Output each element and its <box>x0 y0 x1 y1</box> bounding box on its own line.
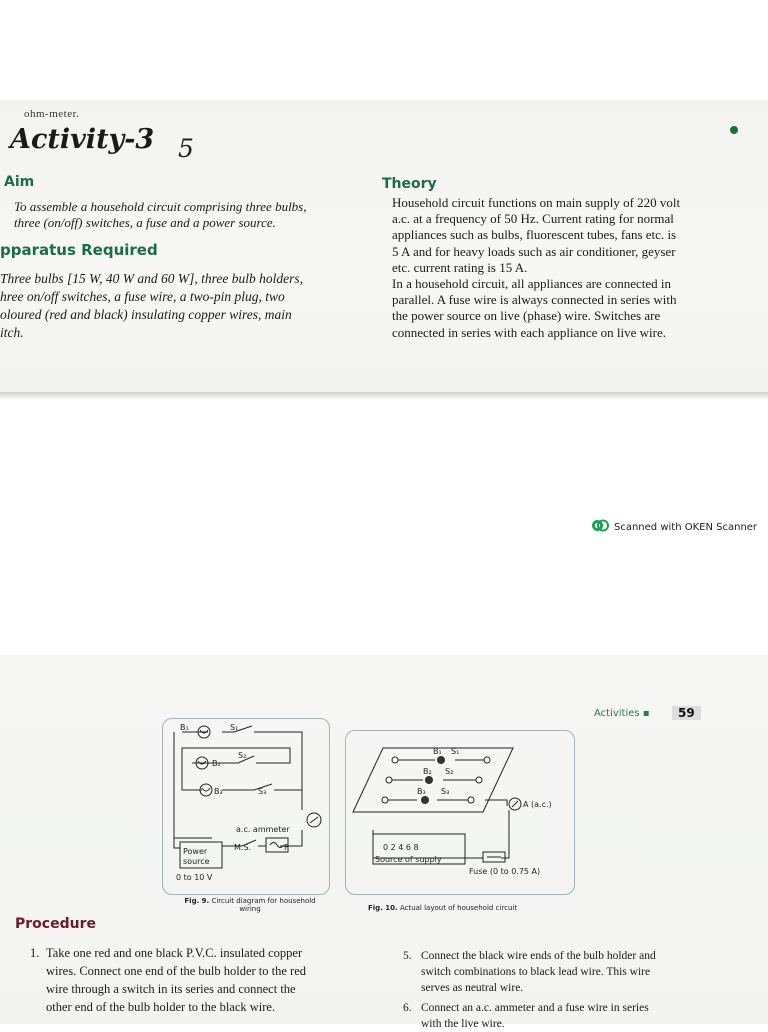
theory-line: appliances such as bulbs, fluorescent tubes, fans etc. is <box>392 227 677 243</box>
fig10-caption-text: Actual layout of household circuit <box>399 904 518 912</box>
scanner-watermark <box>591 519 757 535</box>
aim-text <box>14 199 374 231</box>
step-line: with the live wire. <box>421 1018 505 1030</box>
fig9-label-range: 0 to 10 V <box>176 873 213 882</box>
fig9-caption-text: Circuit diagram for household wiring <box>211 897 316 913</box>
step-6-text <box>421 1000 751 1032</box>
step-line: switch combinations to black lead wire. This wire <box>421 966 651 978</box>
apparatus-line: Three bulbs [15 W, 40 W and 60 W], three bulb holders, <box>0 271 303 286</box>
fig9-label-s3: S₃ <box>258 787 267 796</box>
activity-title: Activity-3 <box>10 124 155 155</box>
step-line: wires. Connect one end of the bulb holder to the red <box>46 964 306 978</box>
fig9-caption <box>175 897 325 913</box>
theory-line: parallel. A fuse wire is always connected in series with <box>392 292 677 308</box>
fig9-label-b2: B₂ <box>212 759 221 768</box>
fig10-label-source: Source of supply <box>375 855 442 864</box>
apparatus-line: hree on/off switches, a fuse wire, a two-pin plug, two <box>0 289 285 304</box>
fig9-label-s2: S₂ <box>238 751 247 760</box>
running-header-label: Activities <box>594 708 640 719</box>
aim-heading: Aim <box>4 174 35 190</box>
fig9-label-s1: S₁ <box>230 723 239 732</box>
apparatus-line: itch. <box>0 325 24 340</box>
fig9-label-power: Power <box>183 847 208 856</box>
fig9-label-b3: B₃ <box>214 787 223 796</box>
theory-line: etc. current rating is 15 A. <box>392 259 528 275</box>
fig10-label-s2: S₂ <box>445 767 454 776</box>
fig9-label-ms: M.S. <box>234 843 252 852</box>
aim-line: To assemble a household circuit comprising three bulbs, <box>14 199 307 214</box>
fig9-label-f: F <box>284 843 289 852</box>
running-header: Activities ▪ <box>594 708 650 719</box>
fig9-label-ammeter: a.c. ammeter <box>236 825 290 834</box>
theory-line: 5 A and for heavy loads such as air conditioner, geyser <box>392 243 676 259</box>
fig9-circuit-diagram <box>162 718 328 893</box>
fig10-label-s1: S₁ <box>451 747 460 756</box>
bulb-icon <box>421 756 445 804</box>
theory-line: In a household circuit, all appliances are connected in <box>392 276 672 292</box>
step-line: Take one red and one black P.V.C. insulated copper <box>46 946 303 960</box>
theory-line: connected in series with each appliance on live wire. <box>392 324 666 340</box>
theory-text <box>392 195 752 341</box>
cropped-text-line: ohm-meter. <box>24 108 80 120</box>
fig10-layout-diagram <box>345 730 573 893</box>
apparatus-heading: pparatus Required <box>0 241 158 259</box>
step-line: other end of the bulb holder to the black wire. <box>46 1000 276 1014</box>
step-1-text <box>46 944 376 1016</box>
page-number: 59 <box>672 706 701 720</box>
fig9-caption-lead: Fig. 9. <box>184 897 210 905</box>
fig10-caption-lead: Fig. 10. <box>368 904 398 912</box>
step-line: Connect an a.c. ammeter and a fuse wire in series <box>421 1002 649 1014</box>
green-dot-marker <box>730 126 738 134</box>
theory-line: a.c. at a frequency of 50 Hz. Current rating for normal <box>392 211 674 227</box>
step-line: Connect the black wire ends of the bulb holder and <box>421 950 656 962</box>
fig9-label-source: source <box>183 857 210 866</box>
fig10-label-fuse: Fuse (0 to 0.75 A) <box>469 867 541 876</box>
theory-heading: Theory <box>382 176 437 192</box>
apparatus-text <box>0 270 365 342</box>
fig10-label-b2: B₂ <box>423 767 432 776</box>
fig9-label-b1: B₁ <box>180 723 189 732</box>
fig10-caption <box>368 904 578 912</box>
procedure-heading: Procedure <box>15 916 96 932</box>
fig10-label-ammeter: A (a.c.) <box>523 800 552 809</box>
scanner-text: Scanned with OKEN Scanner <box>614 521 758 533</box>
step-line: wire through a switch in its series and connect the <box>46 982 296 996</box>
activity-handwritten-number: 5 <box>178 134 194 163</box>
step-line: serves as neutral wire. <box>421 982 524 994</box>
theory-line: Household circuit functions on main supply of 220 volt <box>392 195 681 210</box>
theory-line: the power source on live (phase) wire. Switches are <box>392 308 661 324</box>
step-1-number: 1. <box>30 946 40 960</box>
step-6-number: 6. <box>403 1002 412 1014</box>
step-5-text <box>421 948 751 996</box>
page-edge-shadow <box>0 392 768 400</box>
fig10-label-b3: B₃ <box>417 787 426 796</box>
fig10-label-s3: S₃ <box>441 787 450 796</box>
aim-line: three (on/off) switches, a fuse and a power source. <box>14 215 276 230</box>
scanner-logo-icon <box>591 519 609 535</box>
step-5-number: 5. <box>403 950 412 962</box>
apparatus-line: oloured (red and black) insulating copper wires, main <box>0 307 292 322</box>
fig10-label-b1: B₁ <box>433 747 442 756</box>
fig10-label-scale: 0 2 4 6 8 <box>383 843 419 852</box>
